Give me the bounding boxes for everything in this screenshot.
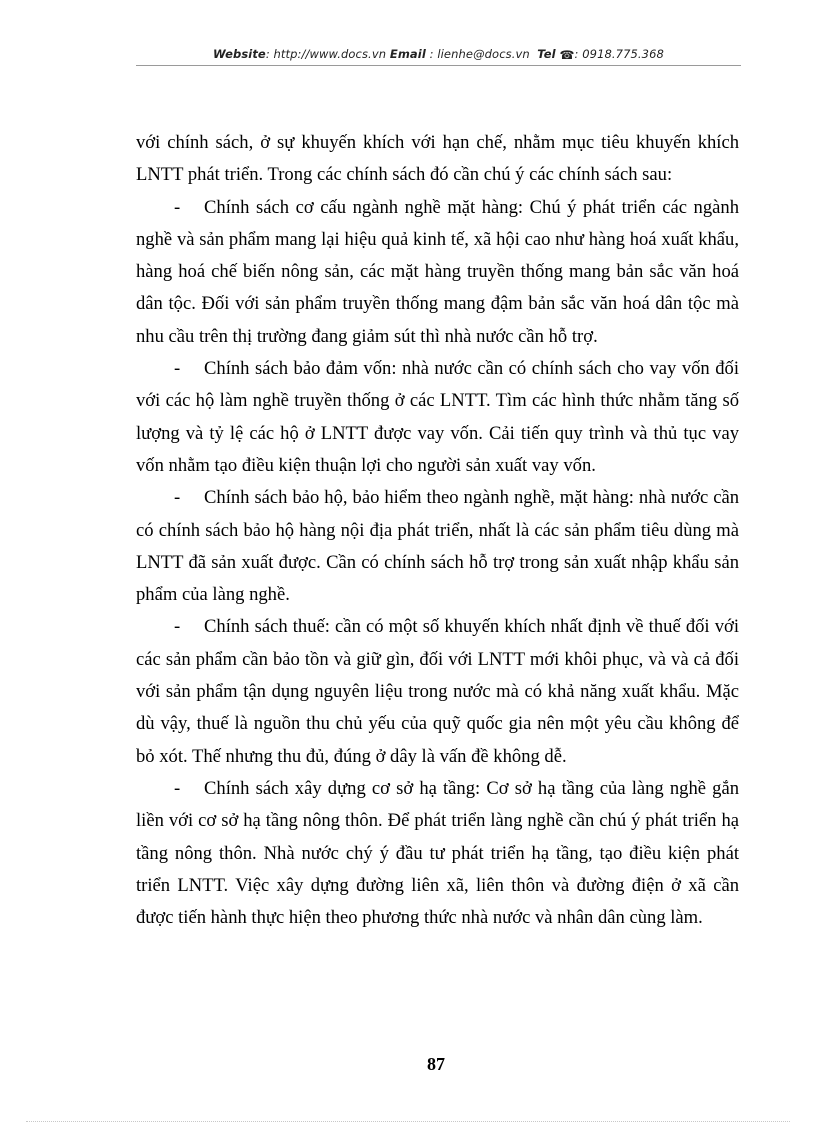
page-number: 87 bbox=[427, 1054, 445, 1074]
bullet-text: Chính sách cơ cấu ngành nghề mặt hàng: Chú ý phát triển các ngành nghề và sản phẩm mang lại hiệu quả kinh tế, xã hội cao như hàng hoá xuất khẩu, hàng hoá chế biến nông sản, các mặt hàng truyền thống mang bản sắc văn hoá dân tộc. Đối với sản phẩm truyền thống mang đậm bản sắc văn hoá dân tộc mà nhu cầu trên thị trường đang giảm sút thì nhà nước cần hỗ trợ. bbox=[136, 196, 739, 347]
bullet-text: Chính sách bảo đảm vốn: nhà nước cần có chính sách cho vay vốn đối với các hộ làm nghề truyền thống ở các LNTT. Tìm các hình thức nhằm tăng số lượng và tỷ lệ các hộ ở LNTT được vay vốn. Cải tiến quy trình và thủ tục vay vốn nhằm tạo điều kiện thuận lợi cho người sản xuất vay vốn. bbox=[136, 358, 739, 476]
bullet-paragraph bbox=[136, 192, 739, 353]
page-body bbox=[136, 127, 739, 934]
bullet-text: Chính sách xây dựng cơ sở hạ tầng: Cơ sở hạ tầng của làng nghề gắn liền với cơ sở hạ tầng nông thôn. Để phát triển làng nghề cần chú ý phát triển hạ tầng nông thôn. Nhà nước chý ý đầu tư phát triển hạ tầng, tạo điều kiện phát triển LNTT. Việc xây dựng đường liên xã, liên thôn và đường điện ở xã cần được tiến hành thực hiện theo phương thức nhà nước và nhân dân cùng làm. bbox=[136, 777, 739, 929]
email-address: : lienhe@docs.vn bbox=[425, 47, 530, 61]
phone-icon: ☎ bbox=[559, 48, 575, 62]
bullet-text: Chính sách thuế: cần có một số khuyến khích nhất định về thuế đối với các sản phẩm cần bảo tồn và giữ gìn, đối với LNTT mới khôi phục, và và cả đối với sản phẩm tận dụng nguyên liệu trong nước mà có khả năng xuất khẩu. Mặc dù vậy, thuế là nguồn thu chủ yếu của quỹ quốc gia nên một yêu cầu không để bỏ xót. Thế nhưng thu đủ, đúng ở dây là vấn đề không dễ. bbox=[136, 616, 739, 767]
bottom-border bbox=[26, 1121, 790, 1122]
bullet-dash: - bbox=[174, 777, 181, 799]
bullet-paragraph bbox=[136, 482, 739, 611]
bullet-dash: - bbox=[174, 487, 181, 509]
tel-number: : 0918.775.368 bbox=[574, 47, 664, 61]
page-header bbox=[136, 47, 741, 62]
tel-label: Tel bbox=[537, 47, 556, 61]
header-divider bbox=[136, 65, 741, 66]
website-label: Website bbox=[213, 47, 266, 61]
bullet-paragraph bbox=[136, 611, 739, 772]
bullet-text: Chính sách bảo hộ, bảo hiểm theo ngành nghề, mặt hàng: nhà nước cần có chính sách bảo hộ hàng nội địa phát triển, nhất là các sản phẩm tiêu dùng mà LNTT đã sản xuất được. Cần có chính sách hỗ trợ trong sản xuất nhập khẩu sản phẩm của làng nghề. bbox=[136, 487, 739, 606]
website-url: : http://www.docs.vn bbox=[265, 47, 387, 61]
email-label: Email bbox=[389, 47, 426, 61]
bullet-dash: - bbox=[174, 616, 181, 638]
intro-paragraph: với chính sách, ở sự khuyến khích với hạn chế, nhằm mục tiêu khuyến khích LNTT phát triển. Trong các chính sách đó cần chú ý các chính sách sau: bbox=[136, 132, 739, 186]
bullet-dash: - bbox=[174, 358, 181, 380]
bullet-paragraph bbox=[136, 353, 739, 482]
bullet-paragraph bbox=[136, 773, 739, 934]
bullet-dash: - bbox=[174, 196, 181, 218]
